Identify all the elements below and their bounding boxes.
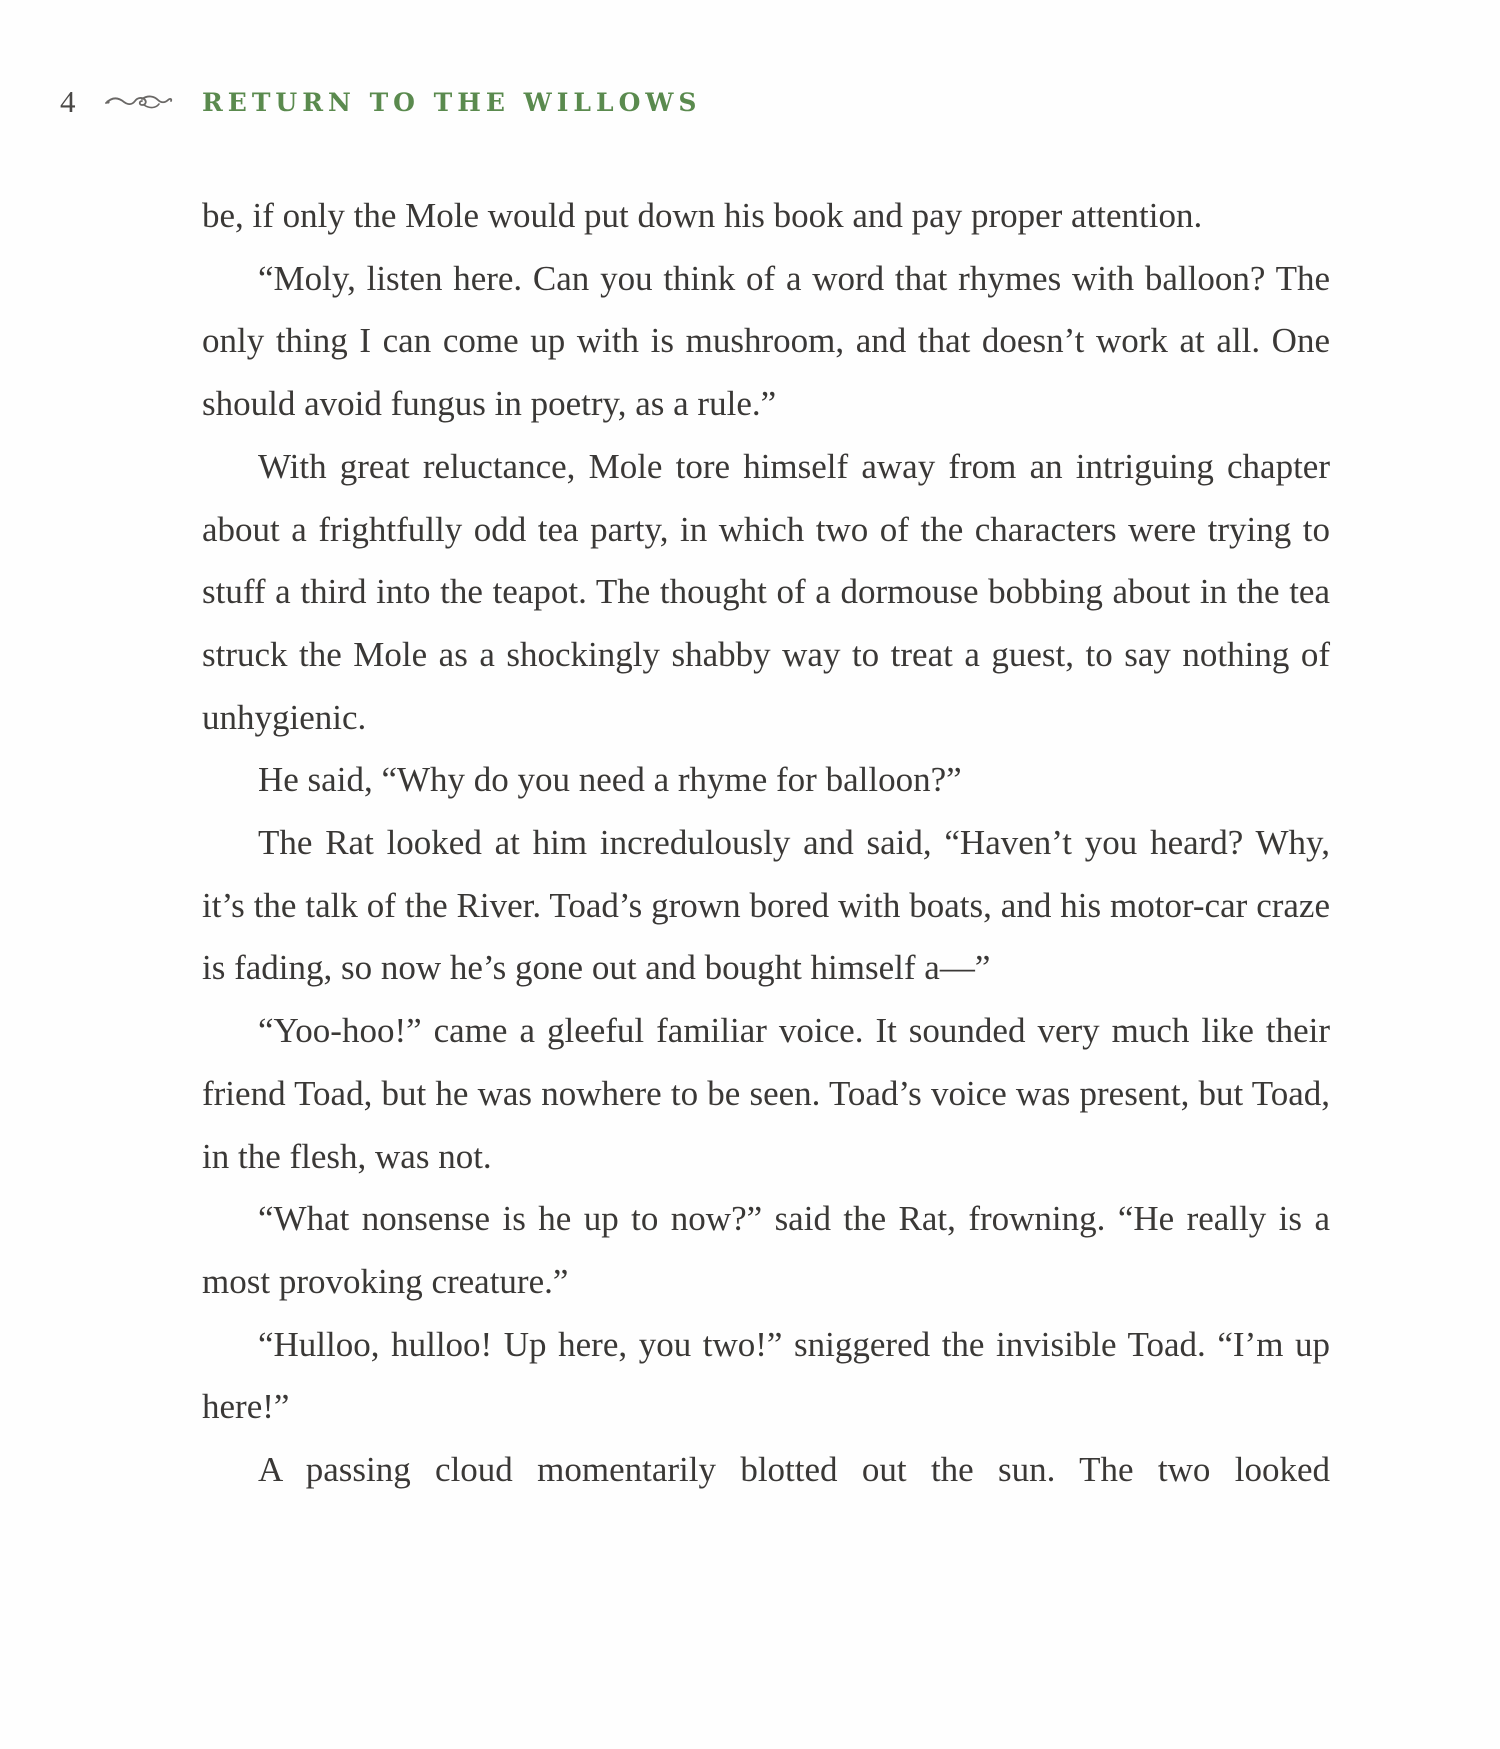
paragraph: “What nonsense is he up to now?” said the Rat, frowning. “He really is a most provoking creature.”: [202, 1199, 1330, 1301]
paragraph: With great reluctance, Mole tore himself away from an intriguing chapter about a frightfully odd tea party, in which two of the characters were trying to stuff a third into the teapot. The thought of a dormouse bobbing about in the tea struck the Mole as a shockingly shabby way to treat a guest, to say nothing of unhygienic.: [202, 446, 1330, 737]
paragraph: The Rat looked at him incredulously and said, “Haven’t you heard? Why, it’s the talk of the River. Toad’s grown bored with boats, and his motor-car craze is fading, so now he’s gone out and bought himself a—”: [202, 823, 1330, 988]
paragraph: be, if only the Mole would put down his book and pay proper attention.: [202, 196, 1203, 235]
page-number: 4: [60, 84, 76, 119]
paragraph: “Hulloo, hulloo! Up here, you two!” sniggered the invisible Toad. “I’m up here!”: [202, 1324, 1330, 1427]
body-text: [202, 185, 1330, 1502]
running-head: [60, 82, 701, 122]
paragraph: “Moly, listen here. Can you think of a word that rhymes with balloon? The only thing I can come up with is mushroom, and that doesn’t work at all. One should avoid fungus in poetry, as a rule.”: [202, 258, 1330, 424]
book-title: RETURN TO THE WILLOWS: [202, 87, 702, 117]
paragraph: A passing cloud momentarily blotted out the sun. The two looked: [258, 1450, 1330, 1490]
paragraph: He said, “Why do you need a rhyme for balloon?”: [258, 760, 962, 800]
scroll-flourish-icon: [104, 90, 174, 114]
paragraph: “Yoo-hoo!” came a gleeful familiar voice. It sounded very much like their friend Toad, but he was nowhere to be seen. Toad’s voice was present, but Toad, in the flesh, was not.: [202, 1011, 1330, 1176]
